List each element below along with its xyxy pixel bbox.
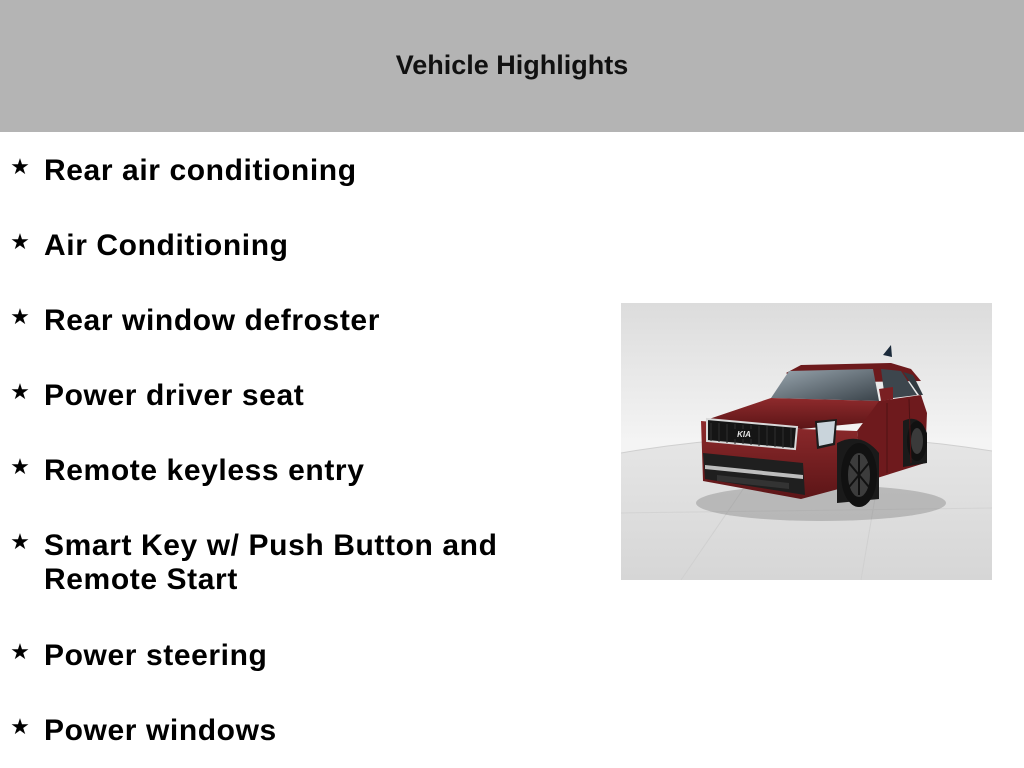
star-icon: ★ (10, 639, 30, 664)
star-icon: ★ (10, 304, 30, 329)
feature-label: Remote keyless entry (44, 454, 365, 487)
star-icon: ★ (10, 154, 30, 179)
list-item (0, 379, 600, 413)
feature-label: Rear window defroster (44, 304, 380, 337)
list-item (0, 639, 600, 673)
list-item (0, 529, 600, 597)
star-icon: ★ (10, 454, 30, 479)
vehicle-photo (621, 303, 992, 580)
star-icon: ★ (10, 229, 30, 254)
list-item (0, 714, 600, 748)
star-icon: ★ (10, 379, 30, 404)
list-item (0, 229, 600, 263)
feature-label: Power steering (44, 639, 268, 672)
vehicle-badge: KIA (737, 430, 751, 439)
header-bar (0, 0, 1024, 132)
star-icon: ★ (10, 529, 30, 554)
list-item (0, 454, 600, 488)
list-item (0, 304, 600, 338)
feature-label: Rear air conditioning (44, 154, 357, 187)
list-item (0, 154, 600, 188)
feature-label: Air Conditioning (44, 229, 289, 262)
star-icon: ★ (10, 714, 30, 739)
feature-label: Power driver seat (44, 379, 305, 412)
feature-label: Power windows (44, 714, 277, 747)
feature-label: Smart Key w/ Push Button and Remote Start (44, 529, 498, 596)
page-title: Vehicle Highlights (395, 49, 629, 80)
